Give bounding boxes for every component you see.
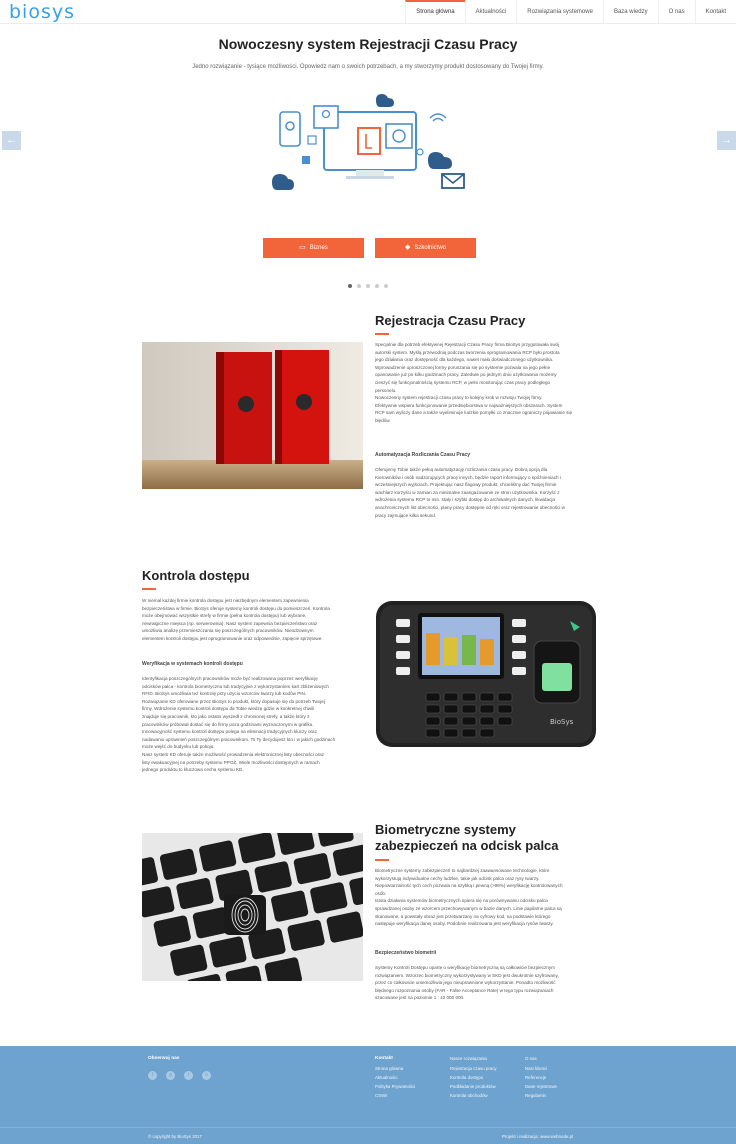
rcp-paragraph-2: Oferujemy Tobie także pełną automatyzację rozliczania czasu pracy. Dobrą opcją dla Kierowników i osób nadzorujących pracę innych, będzie raport informujący o spóźnieniach i wcześniejszych wyjściach. Projektując nasz flagowy produkt, chcieliśmy dać Twojej firmie wachlarz korzyści w zamian za minimalne zaangażowanie ze stron użytkownika. Korzyść z wdrożenia systemu RCP to min. stały i szybki dostęp do archiwalnych danych, likwidacja anachronicznych list obecności, plany pracy dostępne od ręki oraz rejestrowanie obecności w pracy zajmujące kilka sekund.	[375, 467, 565, 518]
access-title-underline	[142, 588, 156, 590]
footer-copyright: © copyright by BioSys 2017	[148, 1134, 202, 1139]
footer-link-solutions[interactable]: Nasze rozwiązania	[450, 1056, 487, 1061]
footer-link-cswii[interactable]: CSWiI	[375, 1093, 388, 1098]
header	[0, 0, 736, 24]
bio-title	[375, 822, 559, 854]
slider-dot-3[interactable]	[366, 284, 370, 288]
nav-item-knowledge[interactable]: Baza wiedzy	[603, 0, 658, 24]
slider-next-arrow-icon[interactable]: →	[717, 131, 736, 150]
footer-link-clients[interactable]: Nasi klienci	[525, 1066, 548, 1071]
nav-item-about[interactable]: O nas	[658, 0, 695, 24]
laptop-icon: ▭	[299, 244, 306, 251]
school-button-label: Szkolnictwo	[414, 245, 447, 251]
facebook-icon[interactable]: f	[148, 1071, 157, 1080]
bio-title-line-2: zabezpieczeń na odcisk palca	[375, 838, 559, 853]
footer-link-products[interactable]: Podkładanie produktów	[450, 1084, 496, 1089]
hero-illustration	[268, 90, 468, 194]
footer-follow-title: Obserwuj nas	[148, 1056, 180, 1061]
rcp-title-underline	[375, 333, 389, 335]
nav-item-solutions[interactable]: Rozwiązania systemowe	[516, 0, 603, 24]
hero-title: Nowoczesny system Rejestracji Czasu Pracy	[218, 36, 518, 52]
slider-dot-5[interactable]	[384, 284, 388, 288]
rcp-subhead: Automatyzacja Rozliczania Czasu Pracy	[375, 452, 471, 458]
bio-title-underline	[375, 859, 389, 861]
school-button[interactable]	[375, 238, 476, 258]
footer-credit-link[interactable]: Projekt i realizacja: www.webnode.pl	[502, 1134, 574, 1139]
slider-dot-1[interactable]	[348, 284, 352, 288]
nav-item-home[interactable]: Strona główna	[405, 0, 464, 24]
rcp-paragraph-1: Specjalnie dla potrzeb efektywnej Rejestracji Czasu Pracy firma BioSys przygotowała swój autorski system. Myślą przewodnią podczas tworzenia oprogramowania RCP było prostota jego działania oraz dostępność dla każdego, nawet mało doświadczonego użytkownika. Wprowadzenie uproszczonej formy poruszania się po systemie pozwala na jego pełne opanowanie już po kilku godzinach pracy. Zaledwie po jednym dniu użytkowania możemy cieszyć się funkcjonalnością systemu RCP, w pełni monitorując czas pracy podległego personelu. Nowoczesny system rejestracji czasu pracy to kolejny krok w rozwoju Twojej firmy. Efektywnie wspiera funkcjonowanie przedsiębiorstwa w najważniejszych obszarach. System RCP sam wyliczy dane a także wyeliminuje ludzkie pomyłki co znacznie ograniczy pojawianie się błędów.	[375, 342, 573, 423]
binders-photo	[142, 342, 363, 489]
business-button[interactable]	[263, 238, 364, 258]
bio-paragraph-1: Biometryczne systemy zabezpieczeń to najbardziej zaawansowane technologie, które wykorzystują indywidualne cechy ludzkie, takie jak odcisk palca oraz rysy twarzy. Niepowtarzalność tych cech pozwala na szybką i pewną (>99%) weryfikację kontrolowanych osób. Istota działania systemów biometrycznych opiera się na porównywaniu odcisku palca sprawdzanej osoby ze wzorcem przechowywanym w bazie danych. Linie papilarne palca są skanowane, a powstały obraz jest przetwarzany na cyfrowy kod, na podstawie którego następuje weryfikacja danej osoby. Podobnie realizowana jest weryfikacja rysów twarzy.	[375, 868, 563, 927]
hero-subtitle: Jedno rozwiązanie - tysiące możliwości. Opowiedz nam o swoich potrzebach, a my stworzymy produkt dostosowany do Twojej firmy.	[192, 64, 544, 70]
device-brand-label: BioSys	[550, 718, 574, 726]
logo[interactable]: biosys	[9, 1, 76, 23]
footer	[0, 1046, 736, 1144]
slider-prev-arrow-icon[interactable]: ←	[2, 131, 21, 150]
footer-link-access[interactable]: Kontrola dostępu	[450, 1075, 484, 1080]
footer-link-references[interactable]: Referencje	[525, 1075, 547, 1080]
nav-item-news[interactable]: Aktualności	[465, 0, 517, 24]
footer-link-news[interactable]: Aktualności	[375, 1075, 398, 1080]
instagram-icon[interactable]: o	[202, 1071, 211, 1080]
access-paragraph-2: Identyfikacja poszczególnych pracowników może być realizowana poprzez weryfikację odcisków palca - kontrola biometryczna lub tradycyjnie z wykorzystaniem kart zbliżeniowych RFID. BioSys umożliwia też kontrolę przy użyciu wzorców twarzy lub kodów PIN. Rozwiązanie KD oferowane przez BioSys to produkt, który dopasuje się do potrzeb Twojej firmy. Wdrożenie systemu kontroli dostępu da Tobie wiedzę gdzie w konkretnej chwili znajduje się pracownik, kto jako ostatni wyszedł z chronionej strefy, a także który z pracowników próbował dostać się do firmy poza godzinami wyznaczonymi w grafiku. Innowacyjność systemu kontroli dostępu polega na eliminacji tradycyjnych kluczy oraz nadawaniu uprawnień poszczególnym pracownikom. To Ty decydujesz kto i w jakich godzinach może wejść do budynku lub pokoju. Nasz system KD oferuje także możliwość prowadzenia elektronicznej listy obecności oraz listy ewakuacyjnej na potrzeby systemu PPOŻ. Wiele możliwości dostępnych w ramach jednego produktu to kluczowa cecha systemu KD.	[142, 676, 336, 773]
rcp-title: Rejestracja Czasu Pracy	[375, 313, 526, 328]
footer-link-about[interactable]: O nas	[525, 1056, 537, 1061]
nav-item-contact[interactable]: Kontakt	[695, 0, 736, 24]
access-title: Kontrola dostępu	[142, 568, 250, 583]
footer-divider	[0, 1127, 736, 1128]
bio-title-line-1: Biometryczne systemy	[375, 822, 516, 837]
access-subhead: Weryfikacja w systemach kontroli dostępu	[142, 661, 243, 667]
footer-link-home[interactable]: Strona główna	[375, 1066, 404, 1071]
main-nav	[405, 0, 736, 24]
twitter-icon[interactable]: t	[184, 1071, 193, 1080]
footer-link-registry[interactable]: Dane rejestrowe	[525, 1084, 557, 1089]
footer-link-rcp[interactable]: Rejestracja czasu pracy	[450, 1066, 497, 1071]
bio-subhead: Bezpieczeństwo biometrii	[375, 950, 437, 956]
footer-col1-title[interactable]: Kontakt	[375, 1056, 393, 1061]
slider-dots	[348, 284, 388, 288]
graduation-cap-icon: ◆	[404, 244, 411, 251]
slider-dot-2[interactable]	[357, 284, 361, 288]
fingerprint-keyboard-photo	[142, 833, 363, 981]
google-plus-icon[interactable]: g	[166, 1071, 175, 1080]
footer-link-privacy[interactable]: Polityka Prywatności	[375, 1084, 416, 1089]
footer-link-terms[interactable]: Regulamin	[525, 1093, 546, 1098]
bio-paragraph-2: Systemy Kontroli Dostępu oparte o weryfikację biometryczną są całkowicie bezpiecznym rozwiązaniem. Wzorzec biometryczny wykorzystywany w SKD jest dwukrotnie szyfrowany, przez co całkowicie uniemożliwia jego nieuprawnione wykorzystanie. Ponadto możliwość błędnego rozpoznania osoby (FAR - False Acceptance Rate) w tego typu rozwiązaniach szacowane jest na poziomie 1 : 10 000 000.	[375, 965, 559, 1001]
access-device-photo	[374, 597, 598, 751]
footer-link-rounds[interactable]: Kontrola obchodów	[450, 1093, 488, 1098]
access-paragraph-1: W niemal każdej firmie kontrola dostępu jest niezbędnym elementem zapewnienia bezpieczeństwa w firmie. BioSys oferuje systemy kontroli dostępu do pomieszczeń. Kontrola może obejmować wszystkie strefy w firmie (pełna kontrola dostępu) lub wybrane, newralgiczne miejsca (np. serwerownia). Nasz system zapewnia bezpieczeństwo oraz umożliwia analizę przemieszczania się poszczególnych pracowników. Nieodzownym elementem kontroli dostępu jest oprogramowanie oraz odpowiednie, zapięcie sprzętowe.	[142, 598, 330, 641]
slider-dot-4[interactable]	[375, 284, 379, 288]
business-button-label: Biznes	[309, 245, 328, 251]
